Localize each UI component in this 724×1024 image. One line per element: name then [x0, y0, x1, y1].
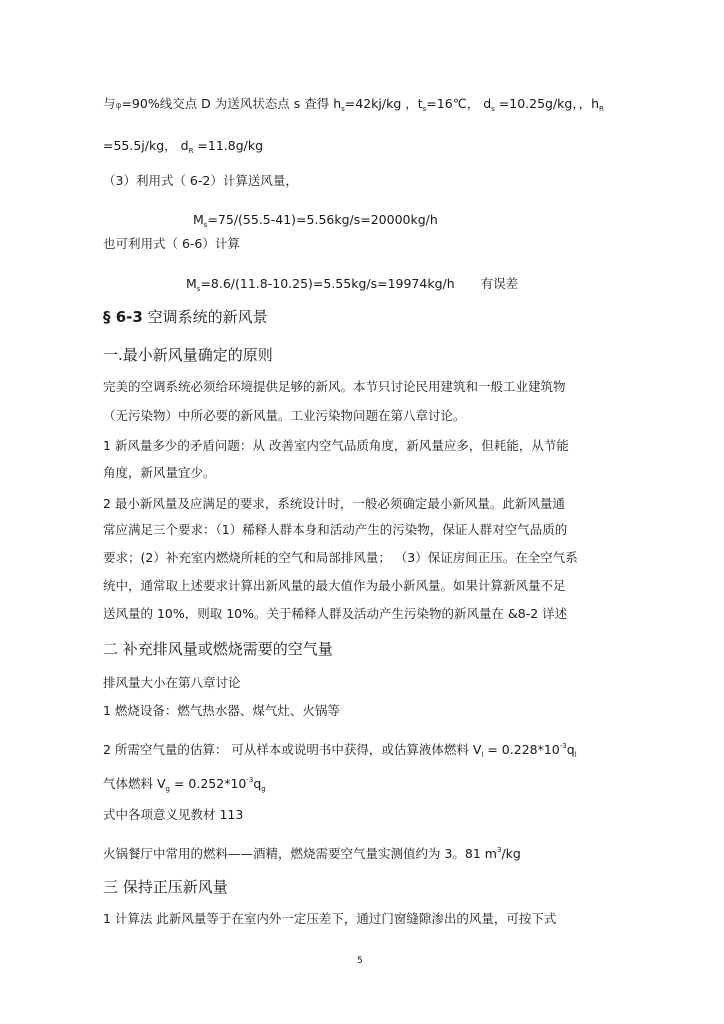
- paragraph-line: 排风量大小在第八章讨论: [103, 675, 241, 690]
- text-line-1: 与φ=90%线交点 D 为送风状态点 s 查得 $h_s=42kj/kg$ ，$t_s=16℃$， $d_s =10.25g/kg$，，$h_R$: [103, 96, 604, 113]
- text-line-5: 也可利用式（ 6-6）计算: [103, 236, 240, 251]
- formula-ms-1: $M_s=75/(55.5-41)=5.56kg/s=20000kg/h$: [193, 212, 438, 229]
- gas-fuel-formula-line: 气体燃料 $V_g = 0.252*10^{-3}q_g$: [103, 776, 266, 793]
- paragraph-line: 送风量的 10%，则取 10%。关于稀释人群及活动产生污染物的新风量在 &8-2 详述: [103, 606, 568, 621]
- paragraph-line: 要求；(2）补充室内燃烧所耗的空气和局部排风量； （3）保证房间正压。在全空气系: [103, 550, 578, 565]
- liquid-fuel-formula-line: 2 所需空气量的估算： 可从样本或说明书中获得，或估算液体燃料 $V_l = 0.228*10^{-3}q_l$: [103, 742, 577, 759]
- paragraph-line: 式中各项意义见教材 113: [103, 807, 244, 822]
- text-line-2: =55.5j/kg， $d_R =11.8g/kg$: [103, 138, 264, 155]
- paragraph-line: 统中，通常取上述要求计算出新风量的最大值作为最小新风量。如果计算新风量不足: [103, 578, 566, 593]
- paragraph-line: 1 计算法 此新风量等于在室内外一定压差下，通过门窗缝隙渗出的风量，可按下式: [103, 911, 557, 926]
- paragraph-line: 常应满足三个要求：（1）稀释人群本身和活动产生的污染物，保证人群对空气品质的: [103, 522, 568, 537]
- subheading-3: 三 保持正压新风量: [103, 878, 228, 896]
- text-line-3: （3）利用式（ 6-2）计算送风量，: [103, 173, 298, 188]
- paragraph-line: 角度，新风量宜少。: [103, 465, 216, 480]
- paragraph-line: 完美的空调系统必须给环境提供足够的新风。本节只讨论民用建筑和一般工业建筑物: [103, 379, 566, 394]
- subheading-2: 二 补充排风量或燃烧需要的空气量: [103, 640, 333, 658]
- phi-symbol: φ: [115, 101, 122, 111]
- paragraph-line: （无污染物）中所必要的新风量。工业污染物问题在第八章讨论。: [103, 408, 466, 423]
- paragraph-line: 2 最小新风量及应满足的要求，系统设计时，一般必须确定最小新风量。此新风量通: [103, 496, 565, 511]
- paragraph-line: 1 新风量多少的矛盾问题：从 改善室内空气品质角度，新风量应多，但耗能，从节能: [103, 438, 569, 453]
- alcohol-air-line: 火锅餐厅中常用的燃料——酒精，燃烧需要空气量实测值约为 3。81 $m^3/kg$: [103, 846, 521, 861]
- subheading-1: 一.最小新风量确定的原则: [103, 346, 273, 364]
- formula-ms-2: $M_s=8.6/(11.8-10.25)=5.55kg/s=19974kg/h$ 有误差: [186, 276, 519, 293]
- page-number: 5: [357, 956, 363, 966]
- paragraph-line: 1 燃烧设备：燃气热水器、煤气灶、火锅等: [103, 703, 340, 718]
- section-heading: § 6-3 空调系统的新风景: [103, 308, 268, 326]
